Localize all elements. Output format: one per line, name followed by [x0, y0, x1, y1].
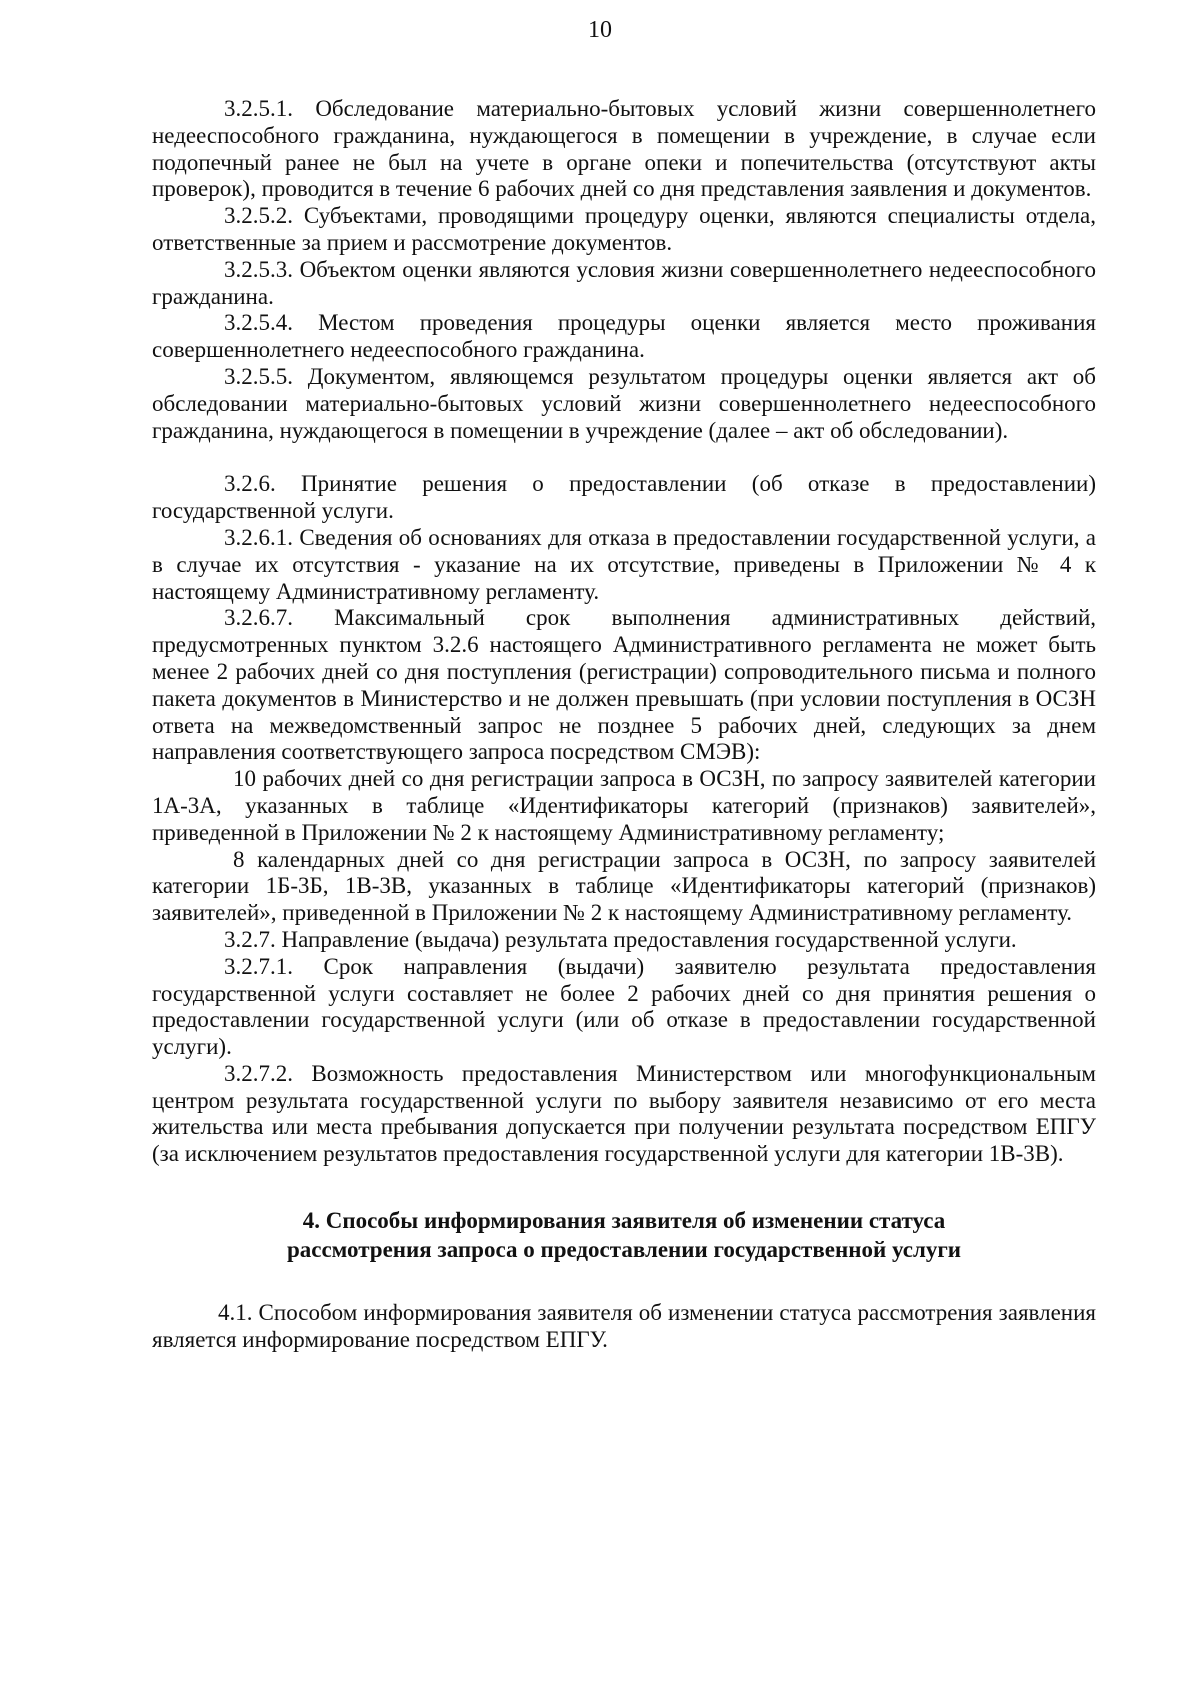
page-number: 10 — [588, 17, 612, 43]
paragraph-3-2-5-1: 3.2.5.1. Обследование материально-бытовых условий жизни совершеннолетнего недееспособного гражданина, нуждающегося в помещении в учреждение, в случае если подопечный ранее не был на учете в органе опеки и попечительства (отсутствуют акты проверок), проводится в течение 6 рабочих дней со дня представления заявления и документов. — [152, 96, 1096, 202]
paragraph-3-2-5-5: 3.2.5.5. Документом, являющемся результатом процедуры оценки является акт об обследовании материально-бытовых условий жизни совершеннолетнего недееспособного гражданина, нуждающегося в помещении в учреждение (далее – акт об обследовании). — [152, 363, 1096, 443]
paragraph-deadline-8-days: 8 календарных дней со дня регистрации запроса в ОСЗН, по запросу заявителей категории 1Б-3Б, 1В-3В, указанных в таблице «Идентификаторы категорий (признаков) заявителей», приведенной в Приложении № 2 к настоящему Административному регламенту. — [152, 846, 1096, 926]
paragraph-3-2-5-2: 3.2.5.2. Субъектами, проводящими процедуру оценки, являются специалисты отдела, ответственные за прием и рассмотрение документов. — [152, 203, 1096, 255]
section-4-heading — [152, 1206, 1096, 1264]
paragraph-3-2-5-3: 3.2.5.3. Объектом оценки являются условия жизни совершеннолетнего недееспособного гражданина. — [152, 256, 1096, 309]
paragraph-3-2-5-4: 3.2.5.4. Местом проведения процедуры оценки является место проживания совершеннолетнего недееспособного гражданина. — [152, 310, 1096, 363]
paragraph-3-2-6-1: 3.2.6.1. Сведения об основаниях для отказа в предоставлении государственной услуги, а в случае их отсутствия - указание на их отсутствие, приведены в Приложении № 4 к настоящему Административному регламенту. — [152, 524, 1096, 604]
paragraph-4-1: 4.1. Способом информирования заявителя об изменении статуса рассмотрения заявления является информирование посредством ЕПГУ. — [152, 1300, 1096, 1352]
paragraph-3-2-6: 3.2.6. Принятие решения о предоставлении (об отказе в предоставлении) государственной услуги. — [152, 471, 1096, 524]
paragraph-3-2-6-7: 3.2.6.7. Максимальный срок выполнения административных действий, предусмотренных пунктом 3.2.6 настоящего Административного регламента не может быть менее 2 рабочих дней со дня поступления (регистрации) сопроводительного письма и полного пакета документов в Министерство и не должен превышать (при условии поступления в ОСЗН ответа на межведомственный запрос не позднее 5 рабочих дней, следующих за днем направления соответствующего запроса посредством СМЭВ): — [152, 605, 1096, 765]
paragraph-3-2-7: 3.2.7. Направление (выдача) результата предоставления государственной услуги. — [224, 926, 1017, 952]
paragraph-3-2-7-1: 3.2.7.1. Срок направления (выдачи) заявителю результата предоставления государственной услуги составляет не более 2 рабочих дней со дня принятия решения о предоставлении государственной услуги (или об отказе в предоставлении государственной услуги). — [152, 953, 1096, 1060]
section-4-heading-line2: рассмотрения запроса о предоставлении государственной услуги — [286, 1237, 962, 1263]
section-4-heading-line1: 4. Способы информирования заявителя об изменении статуса — [302, 1208, 946, 1234]
document-body — [152, 96, 1096, 1354]
paragraph-deadline-10-days: 10 рабочих дней со дня регистрации запроса в ОСЗН, по запросу заявителей категории 1А-3А, указанных в таблице «Идентификаторы категорий (признаков) заявителей», приведенной в Приложении № 2 к настоящему Административному регламенту; — [152, 766, 1096, 845]
paragraph-3-2-7-2: 3.2.7.2. Возможность предоставления Министерством или многофункциональным центром результата государственной услуги по выбору заявителя независимо от его места жительства или места пребывания допускается при получении результата посредством ЕПГУ (за исключением результатов предоставления государственной услуги для категории 1В-3В). — [152, 1060, 1096, 1167]
